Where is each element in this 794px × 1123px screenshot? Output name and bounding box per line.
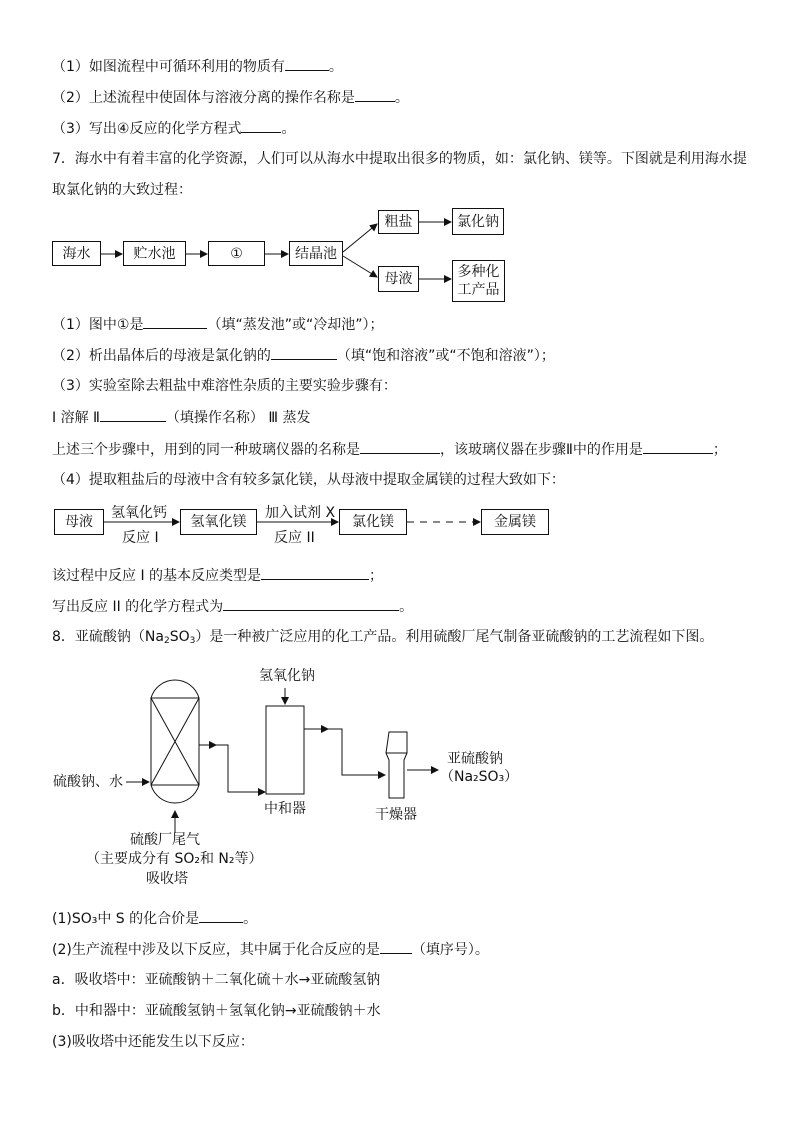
flow-box-crystal-pool: 结晶池 — [289, 241, 343, 266]
answer-blank[interactable] — [199, 908, 243, 923]
flow2-box-mother-liquor: 母液 — [54, 509, 104, 535]
q8-sub1-end: 。 — [243, 911, 258, 927]
q7-r1-text: 该过程中反应 I 的基本反应类型是 — [52, 568, 262, 584]
q7-sub1-text: （1）图中①是 — [52, 317, 144, 333]
flow-box-nacl: 氯化钠 — [452, 208, 504, 235]
q7-sub4: （4）提取粗盐后的母液中含有较多氯化镁，从母液中提取金属镁的过程大致如下： — [52, 472, 565, 488]
flow2-reagent2: 加入试剂 X — [265, 505, 336, 521]
q6-sub2-end: 。 — [394, 90, 409, 106]
q7-glass-text: 上述三个步骤中，用到的同一种玻璃仪器的名称是 — [52, 442, 360, 458]
q8-sub1 — [52, 908, 257, 929]
q7-sub2-text: （2）析出晶体后的母液是氯化钠的 — [52, 348, 271, 364]
q7-r2-end: 。 — [399, 599, 414, 615]
flow2-box-mgcl2: 氯化镁 — [339, 509, 407, 535]
flow-box-step1: ① — [208, 241, 265, 266]
q8-sub2-text: (2)生产流程中涉及以下反应，其中属于化合反应的是 — [52, 942, 380, 958]
answer-blank[interactable] — [380, 939, 412, 954]
q8-label-feed: 硫酸钠、水 — [53, 774, 123, 790]
q6-sub2-text: （2）上述流程中使固体与溶液分离的操作名称是 — [52, 90, 355, 106]
q6-sub3-text: （3）写出④反应的化学方程式 — [52, 121, 242, 137]
q8-label-dryer: 干燥器 — [375, 807, 417, 823]
flow-box-seawater: 海水 — [52, 241, 101, 266]
flow2-box-mgoh2: 氢氧化镁 — [180, 509, 257, 535]
q7-r2-text: 写出反应 II 的化学方程式为 — [52, 599, 224, 615]
flow-box-reservoir: 贮水池 — [123, 241, 186, 266]
q7-stem-line1: 7．海水中有着丰富的化学资源，人们可以从海水中提取出很多的物质，如：氯化钠、镁等。下图就是利用海水提 — [52, 151, 747, 167]
flow2-reaction2: 反应 II — [274, 530, 315, 546]
q8-label-product-formula: （Na₂SO₃） — [440, 769, 519, 785]
q7-sub1-hint: （填“蒸发池”或“冷却池”）； — [207, 317, 384, 333]
q8-label-naoh: 氢氧化钠 — [259, 668, 315, 684]
q6-sub3-end: 。 — [281, 121, 296, 137]
q7-glass-end: ； — [712, 442, 727, 458]
q7-steps-a: Ⅰ 溶解 Ⅱ — [52, 410, 100, 426]
flow-box-mother-liquor: 母液 — [378, 266, 419, 292]
q8-label-absorber: 吸收塔 — [146, 871, 188, 887]
q8-sub2-hint: （填序号）。 — [411, 942, 489, 958]
flow-box-crude-salt: 粗盐 — [378, 210, 419, 234]
q7-steps-b: （填操作名称） Ⅲ 蒸发 — [165, 410, 311, 426]
flow2-box-mg: 金属镁 — [481, 509, 549, 535]
q8-label-neutralizer: 中和器 — [264, 801, 306, 817]
q8-reaction-b: b．中和器中：亚硫酸氢钠＋氢氧化钠→亚硫酸钠＋水 — [52, 1003, 381, 1019]
q8-sub3: (3)吸收塔中还能发生以下反应： — [52, 1034, 254, 1050]
q7-sub2-hint: （填“饱和溶液”或“不饱和溶液”）； — [336, 348, 555, 364]
q8-sub1-text: (1)SO₃中 S 的化合价是 — [52, 911, 200, 927]
q6-sub1-end: 。 — [328, 59, 343, 75]
q7-sub3: （3）实验室除去粗盐中难溶性杂质的主要实验步骤有： — [52, 378, 397, 394]
flow2-reagent1: 氢氧化钙 — [111, 505, 167, 521]
q8-stem-sub2: 3 — [189, 636, 196, 646]
q7-glass-mid: ，该玻璃仪器在步骤Ⅱ中的作用是 — [440, 442, 643, 458]
q8-label-tail-gas-note: （主要成分有 SO₂和 N₂等） — [86, 851, 263, 867]
q8-stem-sub1: 2 — [163, 636, 170, 646]
q6-sub1-text: （1）如图流程中可循环利用的物质有 — [52, 59, 285, 75]
q8-reaction-a: a．吸收塔中：亚硫酸钠＋二氧化硫＋水→亚硫酸氢钠 — [52, 972, 381, 988]
flow2-reaction1: 反应 I — [122, 530, 159, 546]
products-line1: 多种化 — [457, 264, 500, 280]
q8-stem-c: ）是一种被广泛应用的化工产品。利用硫酸厂尾气制备亚硫酸钠的工艺流程如下图。 — [195, 629, 714, 645]
q8-stem-b: SO — [169, 629, 190, 645]
q7-r1-end: ； — [369, 568, 384, 584]
products-line2: 工产品 — [457, 282, 500, 298]
q8-stem-a: 8．亚硫酸钠（Na — [52, 629, 164, 645]
q8-label-tail-gas: 硫酸厂尾气 — [130, 832, 200, 848]
q7-stem-line2: 取氯化钠的大致过程： — [52, 182, 192, 198]
q8-sub2 — [52, 939, 489, 960]
q8-label-product: 亚硫酸钠 — [447, 751, 503, 767]
